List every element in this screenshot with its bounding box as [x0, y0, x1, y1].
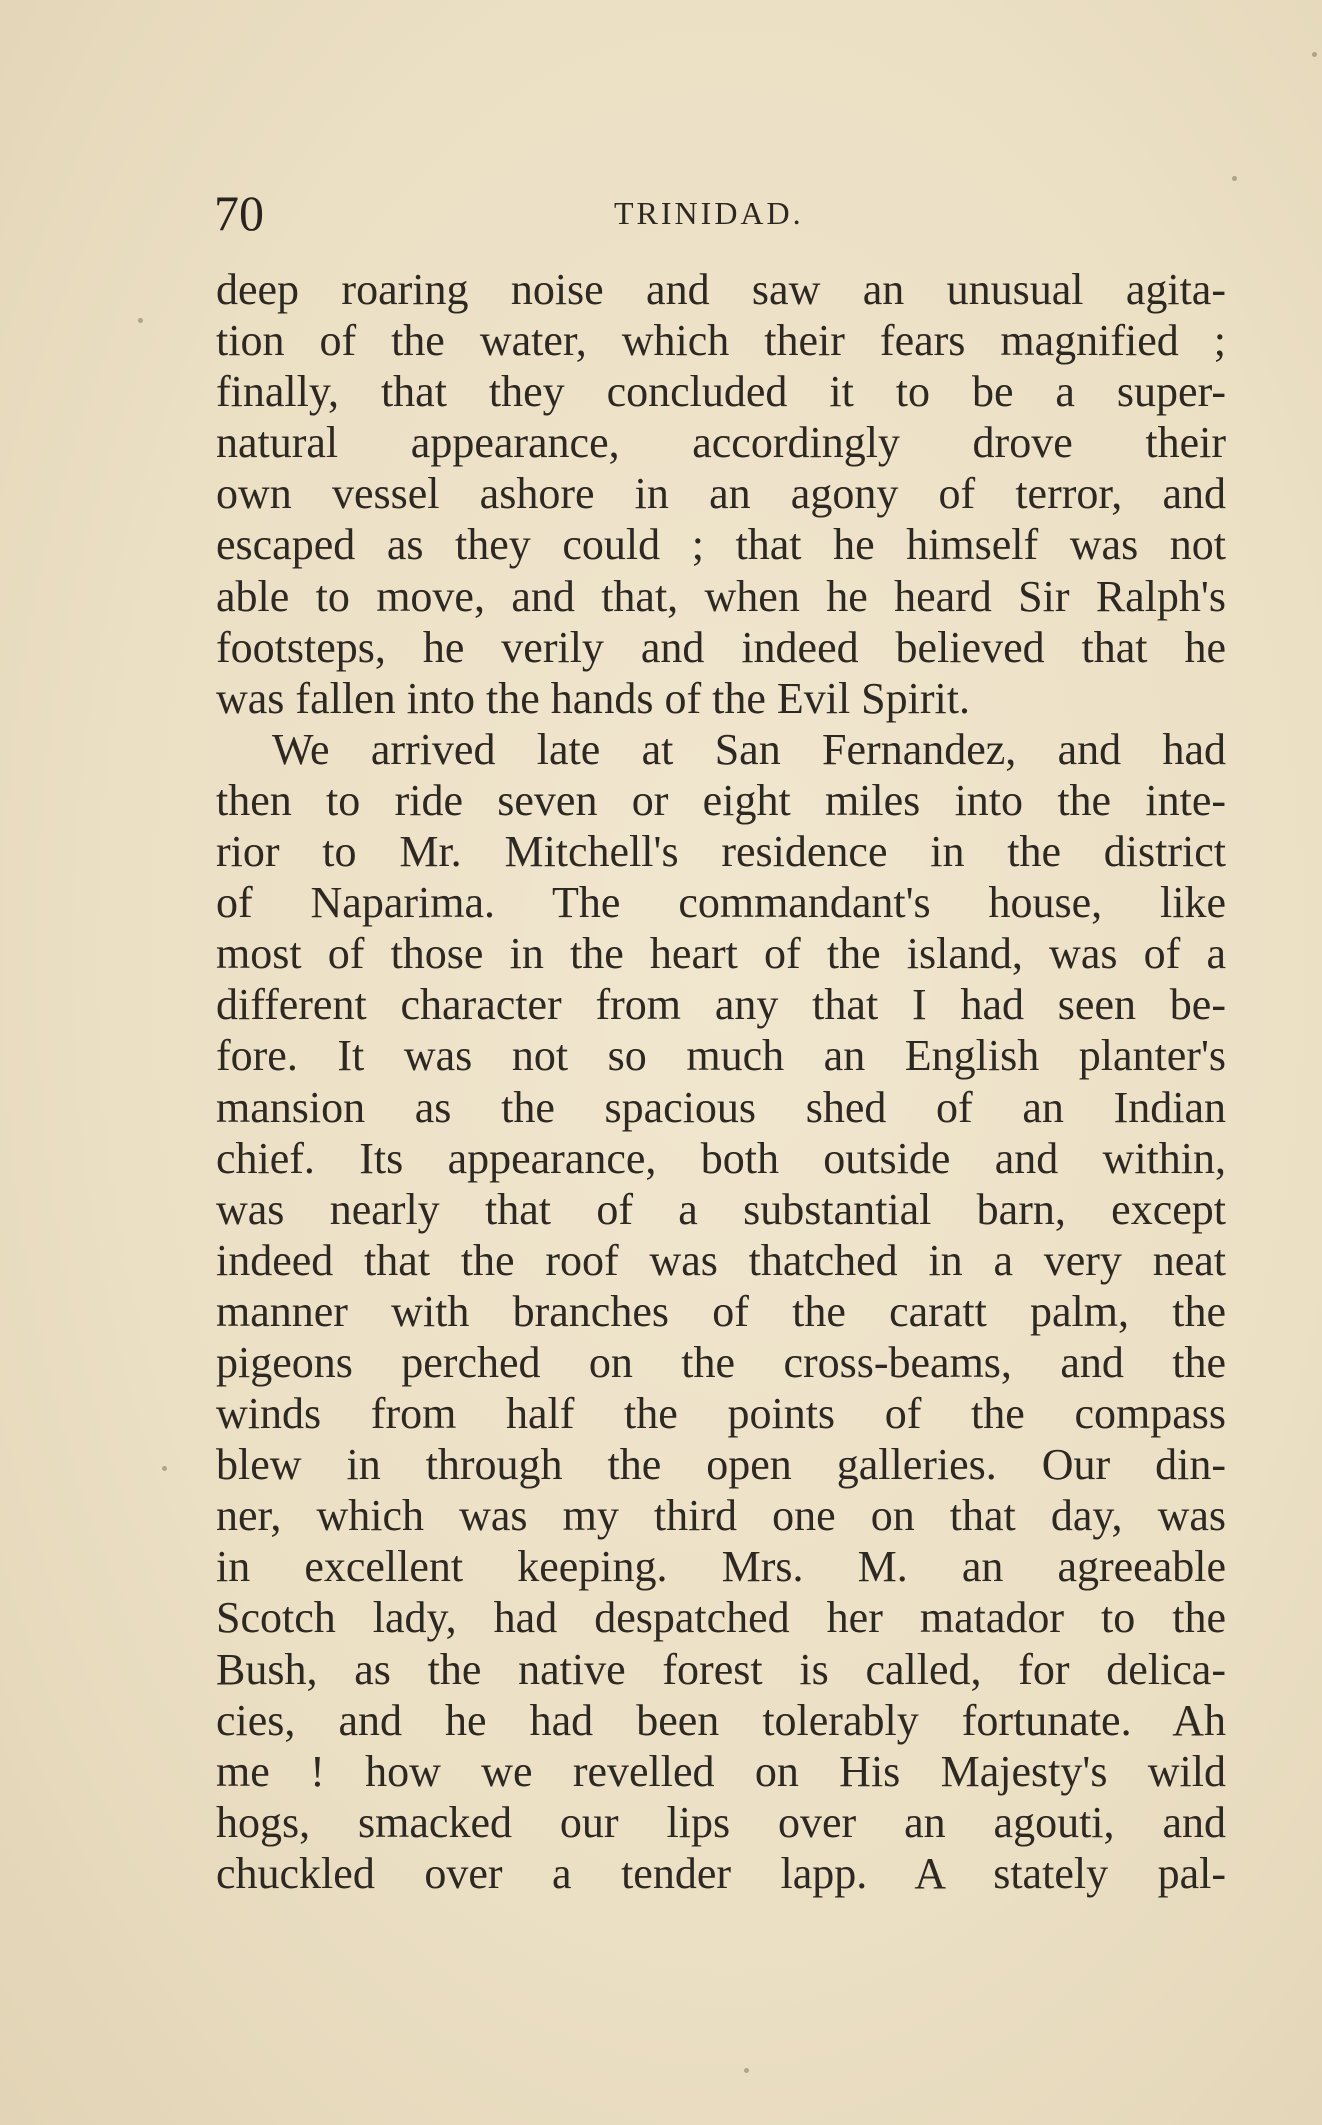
text-line: cies, and he had been tolerably fortunate. Ah: [216, 1695, 1226, 1745]
text-line: able to move, and that, when he heard Sir Ralph's: [216, 571, 1226, 621]
paragraph-start-line: We arrived late at San Fernandez, and had: [272, 724, 1226, 774]
running-title: TRINIDAD.: [614, 195, 804, 231]
text-line: of Naparima. The commandant's house, like: [216, 878, 1226, 928]
text-line: different character from any that I had seen be-: [216, 980, 1226, 1030]
text-line: escaped as they could ; that he himself was not: [216, 520, 1226, 570]
text-line: Scotch lady, had despatched her matador to the: [216, 1593, 1226, 1643]
body-text: [216, 264, 1226, 1899]
text-line: finally, that they concluded it to be a super-: [216, 367, 1226, 417]
text-line: in excellent keeping. Mrs. M. an agreeable: [216, 1542, 1226, 1592]
paper-speck: [1312, 52, 1317, 57]
text-line: tion of the water, which their fears magnified ;: [216, 316, 1226, 366]
text-line: ner, which was my third one on that day, was: [216, 1491, 1226, 1541]
text-line: fore. It was not so much an English planter's: [216, 1031, 1226, 1081]
text-line: rior to Mr. Mitchell's residence in the district: [216, 827, 1226, 877]
text-line: own vessel ashore in an agony of terror, and: [216, 469, 1226, 519]
paper-speck: [744, 2068, 749, 2073]
paragraph-end-line: was fallen into the hands of the Evil Spirit.: [216, 673, 970, 723]
paper-speck: [138, 318, 143, 323]
text-line: pigeons perched on the cross-beams, and the: [216, 1337, 1226, 1387]
page-header: [214, 178, 1226, 248]
text-line: hogs, smacked our lips over an agouti, and: [216, 1797, 1226, 1847]
text-line: me ! how we revelled on His Majesty's wild: [216, 1746, 1226, 1796]
text-line: then to ride seven or eight miles into the inte-: [216, 775, 1226, 825]
text-line: winds from half the points of the compass: [216, 1389, 1226, 1439]
text-line: was nearly that of a substantial barn, except: [216, 1184, 1226, 1234]
text-line: chuckled over a tender lapp. A stately pal-: [216, 1848, 1226, 1898]
text-line: chief. Its appearance, both outside and within,: [216, 1133, 1226, 1183]
text-line: blew in through the open galleries. Our din-: [216, 1440, 1226, 1490]
paper-speck: [162, 1466, 167, 1471]
text-line: natural appearance, accordingly drove their: [216, 418, 1226, 468]
text-line: mansion as the spacious shed of an Indian: [216, 1082, 1226, 1132]
page-number: 70: [214, 185, 264, 241]
text-line: deep roaring noise and saw an unusual agita-: [216, 265, 1226, 314]
text-line: footsteps, he verily and indeed believed that he: [216, 622, 1226, 672]
text-line: Bush, as the native forest is called, for delica-: [216, 1644, 1226, 1694]
text-line: most of those in the heart of the island, was of a: [216, 929, 1226, 979]
text-line: manner with branches of the caratt palm, the: [216, 1286, 1226, 1336]
text-line: indeed that the roof was thatched in a very neat: [216, 1235, 1226, 1285]
paper-speck: [1232, 176, 1237, 181]
